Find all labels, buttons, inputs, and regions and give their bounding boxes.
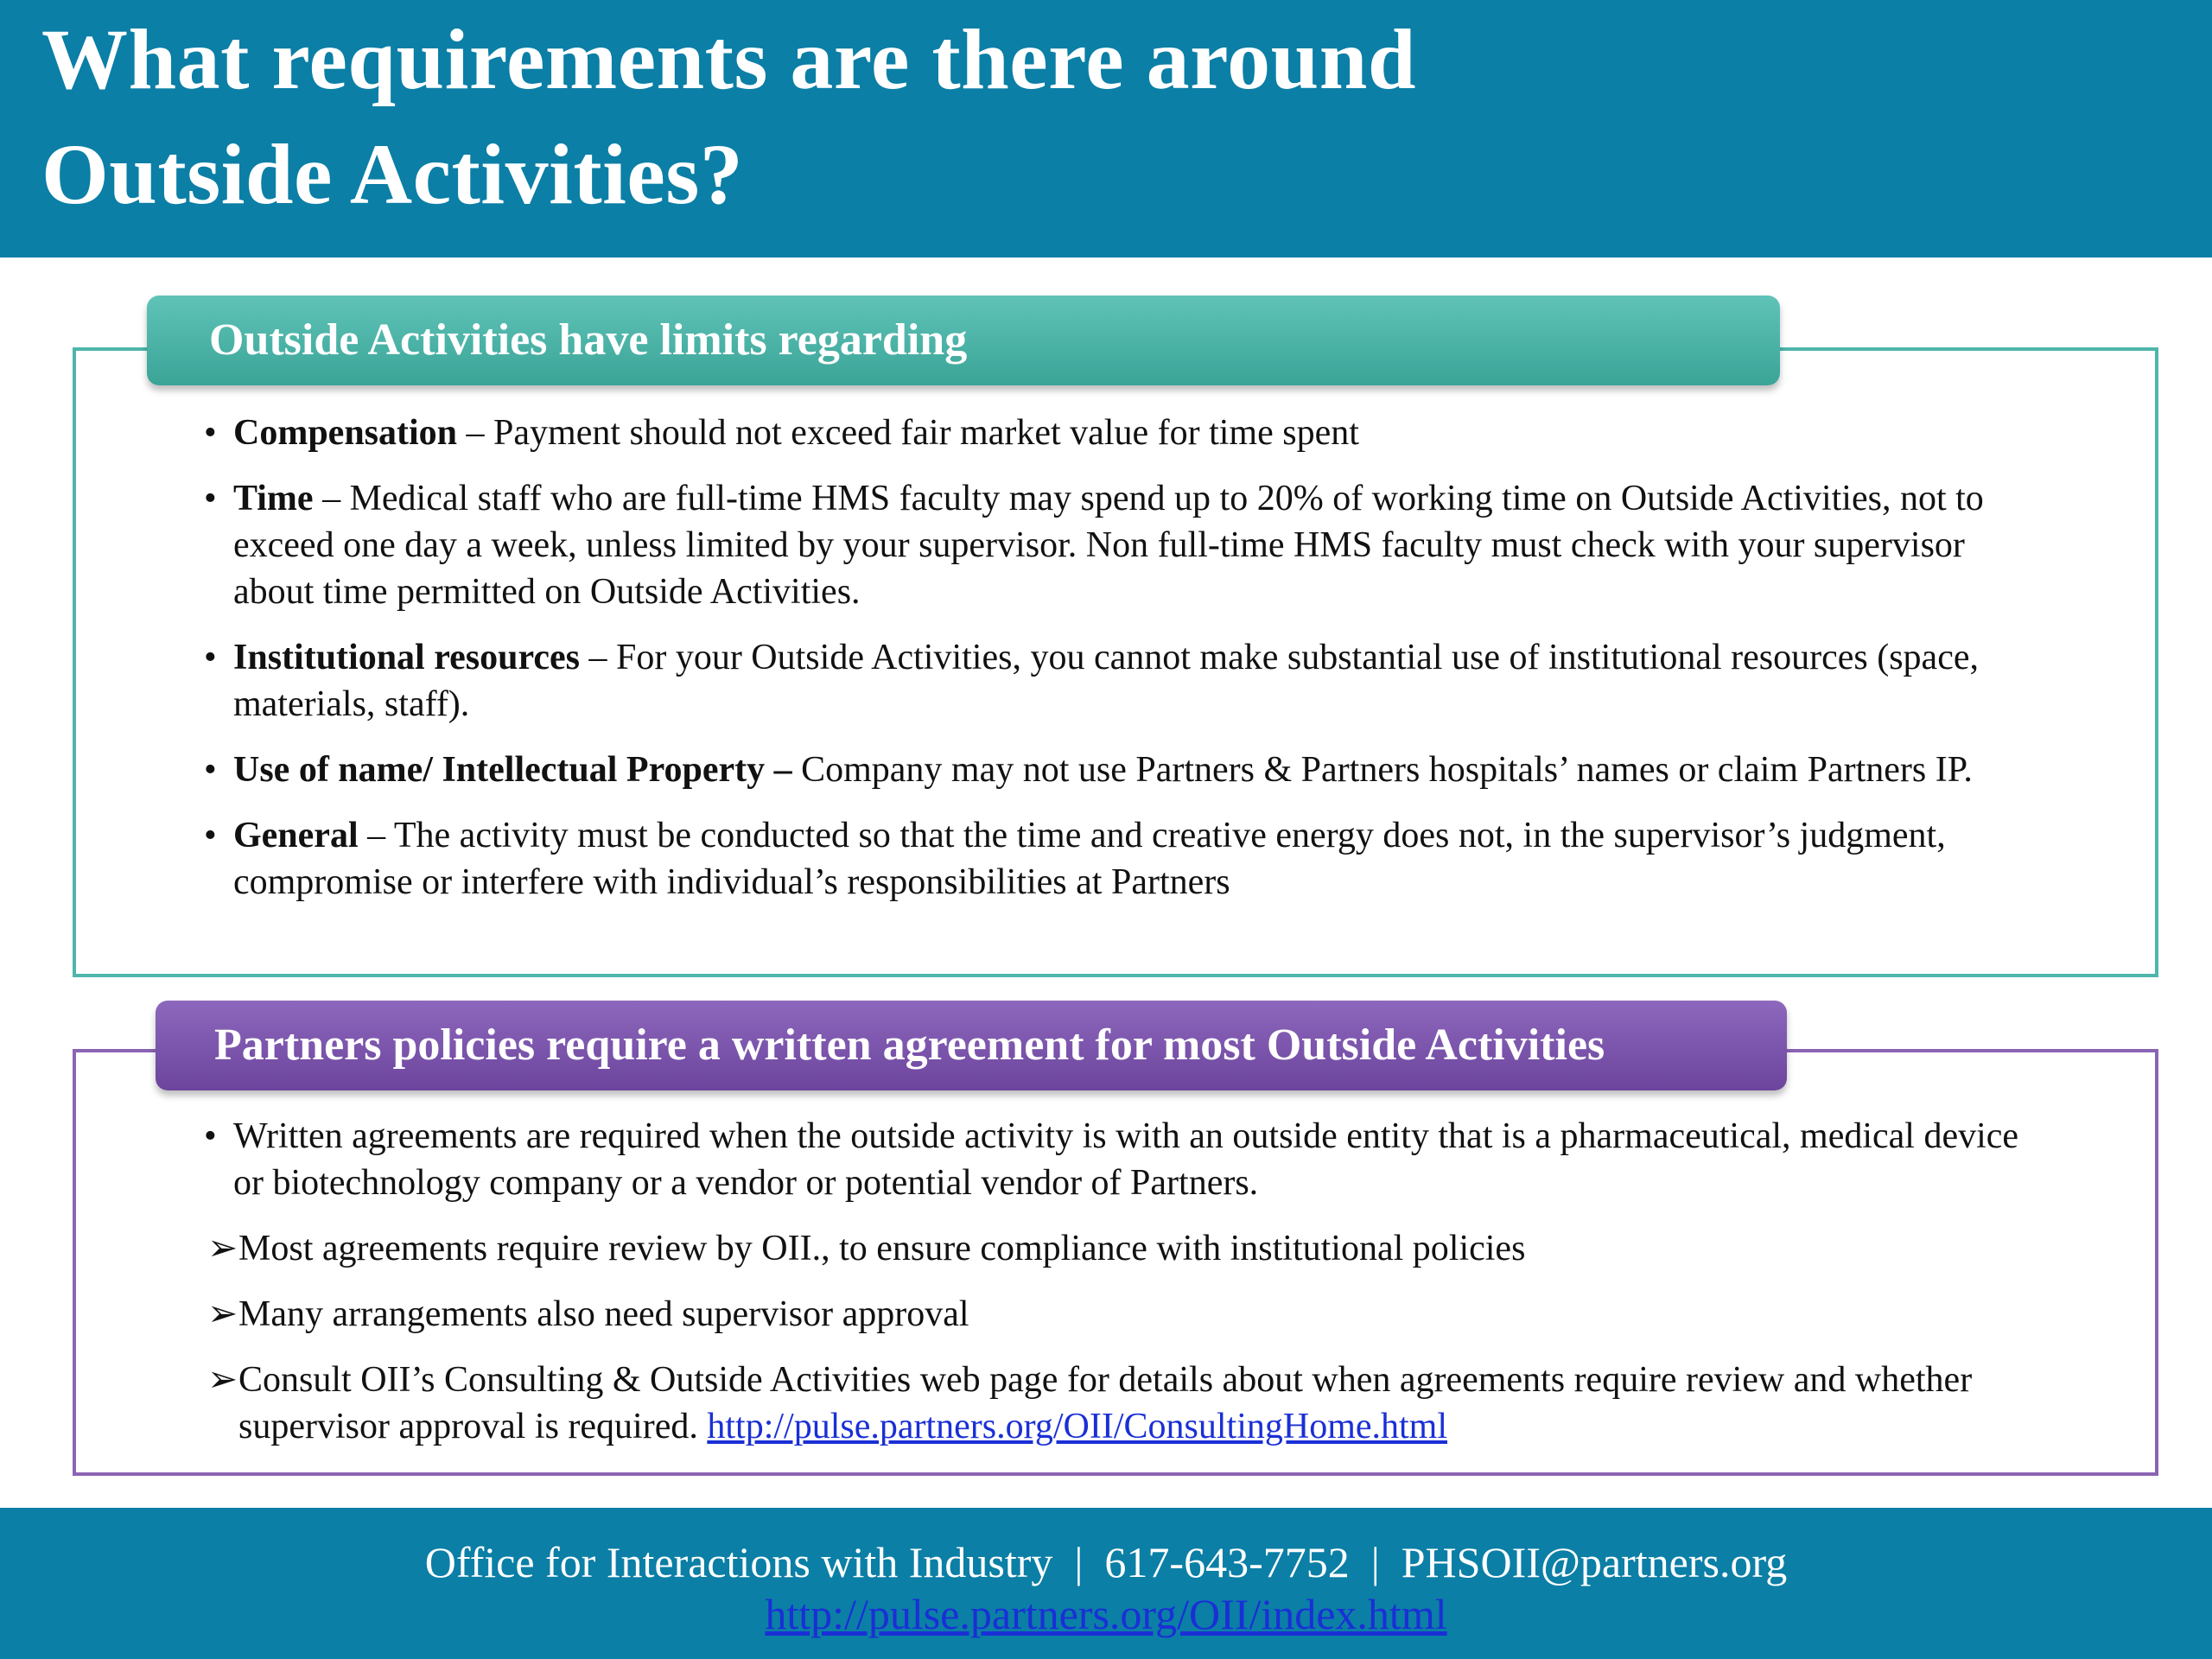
limit-item-institutional-resources	[204, 634, 2031, 728]
agreement-requirement-text: Written agreements are required when the outside activity is with an outside entity that is a pharmaceutical, medical device or biotechnology company or a vendor or potential vendor of Partners.	[233, 1116, 2019, 1203]
limit-label: Compensation	[233, 413, 458, 453]
limit-separator	[792, 750, 802, 790]
limit-item-use-of-name	[204, 747, 2031, 793]
limits-list	[204, 410, 2031, 925]
limit-label: General	[233, 816, 359, 855]
title-banner	[0, 0, 2212, 257]
bullet-dot-icon: •	[204, 750, 217, 790]
limit-label: Time	[233, 479, 314, 518]
limit-item-compensation	[204, 410, 2031, 456]
agreement-sub-item-review	[207, 1225, 2031, 1272]
arrow-bullet-icon: ➢	[207, 1360, 238, 1400]
limit-separator: –	[313, 479, 350, 518]
limit-text: Medical staff who are full-time HMS faculty may spend up to 20% of working time on Outside Activities, not to exceed one day a week, unless limited by your supervisor. Non full-time HMS faculty must check with your supervisor about time permitted on Outside Activities.	[233, 479, 1984, 612]
limit-separator: –	[457, 413, 494, 453]
agreements-list	[204, 1113, 2031, 1469]
agreement-sub-text: Most agreements require review by OII., to ensure compliance with institutional policies	[238, 1229, 1526, 1268]
arrow-bullet-icon: ➢	[207, 1294, 238, 1334]
arrow-bullet-icon: ➢	[207, 1229, 238, 1268]
agreement-sub-item-approval	[207, 1291, 2031, 1338]
footer-divider: |	[1052, 1538, 1105, 1586]
footer-email[interactable]: PHSOII@partners.org	[1401, 1538, 1788, 1586]
limit-text: Company may not use Partners & Partners hospitals’ names or claim Partners IP.	[801, 750, 1973, 790]
bullet-dot-icon: •	[204, 1116, 217, 1156]
limit-label: Institutional resources	[233, 638, 580, 677]
limit-item-time	[204, 475, 2031, 615]
limit-label: Use of name/ Intellectual Property –	[233, 750, 792, 790]
footer-banner	[0, 1508, 2212, 1659]
limit-text: The activity must be conducted so that the time and creative energy does not, in the supervisor’s judgment, compromise or interfere with individual’s responsibilities at Partners	[233, 816, 1946, 902]
limit-separator: –	[358, 816, 394, 855]
limit-item-general	[204, 812, 2031, 906]
agreement-sub-item-consult	[207, 1357, 2031, 1450]
page-title	[41, 2, 2029, 232]
limit-text: Payment should not exceed fair market value for time spent	[493, 413, 1359, 453]
footer-phone: 617-643-7752	[1104, 1538, 1350, 1586]
agreement-requirement-item	[204, 1113, 2031, 1206]
footer-divider: |	[1349, 1538, 1402, 1586]
limits-section-heading: Outside Activities have limits regarding	[147, 296, 1780, 385]
footer-contact-line	[0, 1535, 2212, 1589]
oii-index-link[interactable]: http://pulse.partners.org/OII/index.html	[765, 1590, 1447, 1638]
agreement-sub-text: Consult OII’s Consulting & Outside Activities web page for details about when agreements require review and whether supervisor approval is required.	[238, 1360, 1973, 1446]
bullet-dot-icon: •	[204, 816, 217, 855]
agreements-section-heading: Partners policies require a written agreement for most Outside Activities	[156, 1001, 1787, 1090]
page-title-line-1: What requirements are there around	[41, 11, 1417, 107]
bullet-dot-icon: •	[204, 479, 217, 518]
agreement-sub-text: Many arrangements also need supervisor approval	[238, 1294, 969, 1334]
bullet-dot-icon: •	[204, 413, 217, 453]
consulting-home-link[interactable]: http://pulse.partners.org/OII/ConsultingHome.html	[707, 1407, 1448, 1446]
page-title-line-2: Outside Activities?	[41, 126, 744, 222]
bullet-dot-icon: •	[204, 638, 217, 677]
limit-separator: –	[579, 638, 616, 677]
footer-office: Office for Interactions with Industry	[424, 1538, 1053, 1586]
limit-text: For your Outside Activities, you cannot make substantial use of institutional resources (space, materials, staff).	[233, 638, 1979, 724]
